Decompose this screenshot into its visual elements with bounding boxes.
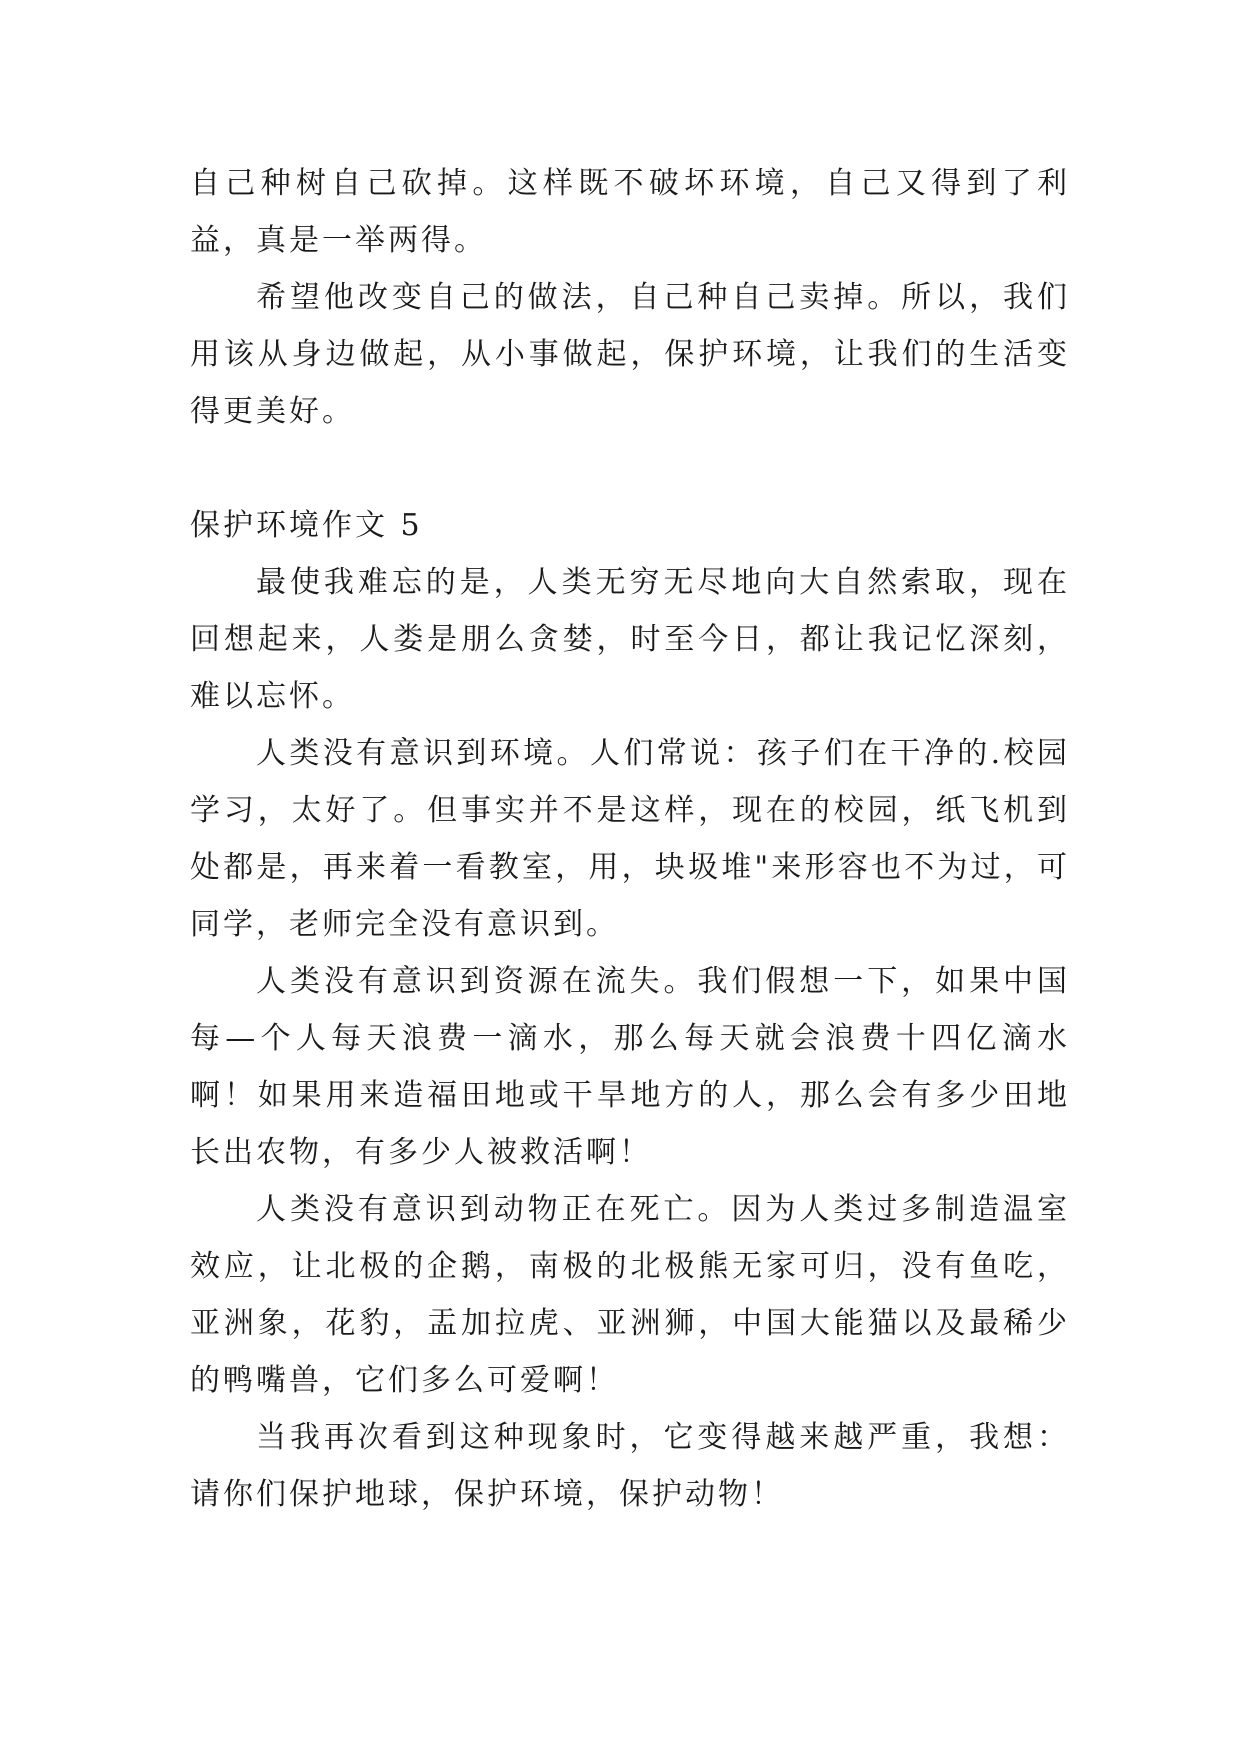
- paragraph-2: 希望他改变自己的做法，自己种自己卖掉。所以，我们用该从身边做起，从小事做起，保护环境，让我们的生活变得更美好。: [190, 280, 1070, 429]
- paragraph-6: 人类没有意识到动物正在死亡。因为人类过多制造温室效应，让北极的企鹅，南极的北极熊无家可归，没有鱼吃，亚洲象，花豹，盂加拉虎、亚洲狮，中国大能猫以及最稀少的鸭嘴兽，它们多么可爱啊！: [190, 1192, 1070, 1398]
- section-title: 保护环境作文 5: [190, 508, 423, 543]
- section-spacer: [190, 440, 1070, 497]
- paragraph-5: 人类没有意识到资源在流失。我们假想一下，如果中国每—个人每天浪费一滴水，那么每天就会浪费十四亿滴水啊！如果用来造福田地或干旱地方的人，那么会有多少田地长出农物，有多少人被救活啊！: [190, 964, 1070, 1170]
- paragraph-4: 人类没有意识到环境。人们常说：孩子们在干净的.校园学习，太好了。但事实并不是这样，现在的校园，纸飞机到处都是，再来着一看教室，用，块圾堆"来形容也不为过，可同学，老师完全没有意识到。: [190, 736, 1070, 942]
- paragraph-1: 自己种树自己砍掉。这样既不破坏环境，自己又得到了利益，真是一举两得。: [190, 166, 1070, 258]
- document-body: [190, 155, 1070, 1523]
- paragraph-3: 最使我难忘的是，人类无穷无尽地向大自然索取，现在回想起来，人娄是朋么贪婪，时至今日，都让我记忆深刻，难以忘怀。: [190, 565, 1070, 714]
- paragraph-7: 当我再次看到这种现象时，它变得越来越严重，我想：请你们保护地球，保护环境，保护动物！: [190, 1420, 1070, 1512]
